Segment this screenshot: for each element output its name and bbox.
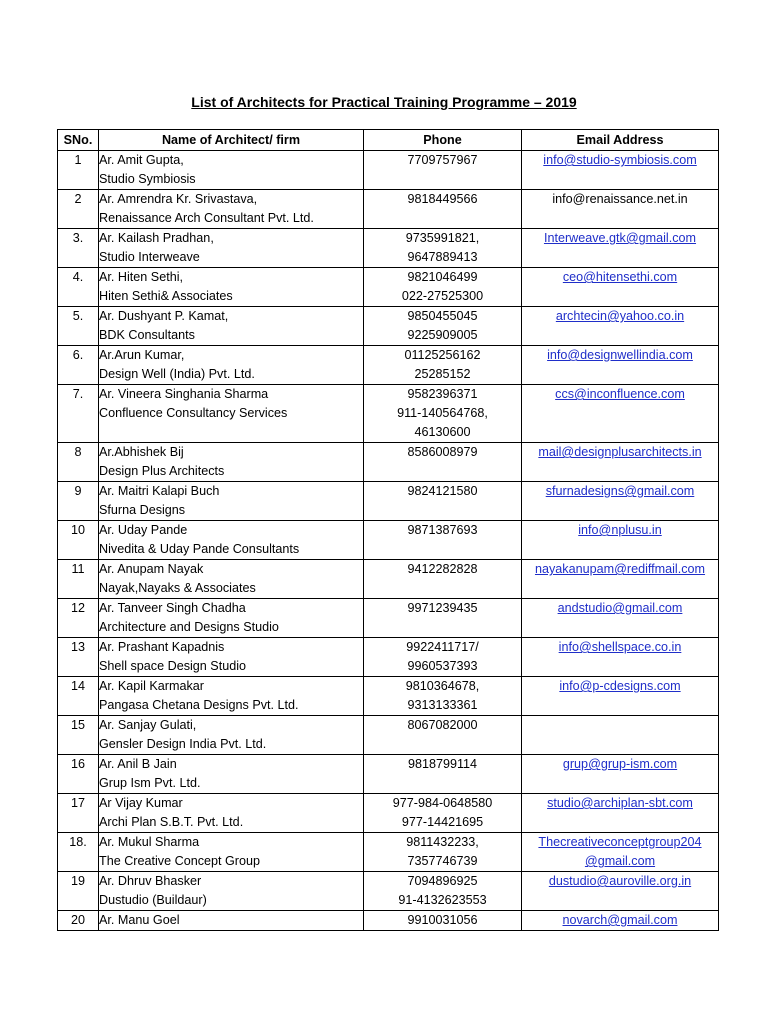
phone-number: 8067082000 (407, 718, 478, 732)
header-phone: Phone (364, 130, 522, 151)
architect-name: Ar. Vineera Singhania Sharma (99, 387, 269, 401)
email-text: info@renaissance.net.in (552, 192, 688, 206)
architect-cell (99, 151, 364, 190)
row-sno: 6. (58, 346, 99, 385)
email-link[interactable]: studio@archiplan-sbt.com (547, 796, 693, 810)
phone-number: 7094896925 (407, 874, 478, 888)
email-link[interactable]: @gmail.com (584, 854, 656, 868)
row-sno: 20 (58, 911, 99, 931)
phone-cell (364, 346, 522, 385)
table-row (58, 190, 719, 229)
header-sno: SNo. (58, 130, 99, 151)
architect-cell (99, 521, 364, 560)
row-sno: 2 (58, 190, 99, 229)
row-sno: 12 (58, 599, 99, 638)
firm-name: Dustudio (Buildaur) (99, 893, 207, 907)
phone-number: 9922411717/ (406, 640, 479, 654)
firm-name: Design Plus Architects (99, 464, 225, 478)
row-sno: 7. (58, 385, 99, 443)
architect-name: Ar. Maitri Kalapi Buch (99, 484, 220, 498)
email-link[interactable]: archtecin@yahoo.co.in (555, 309, 685, 323)
row-sno: 18. (58, 833, 99, 872)
phone-number: 7357746739 (407, 854, 478, 868)
architect-name: Ar. Kailash Pradhan, (99, 231, 214, 245)
email-cell (522, 872, 719, 911)
architect-cell (99, 385, 364, 443)
table-row (58, 151, 719, 190)
firm-name: Confluence Consultancy Services (99, 406, 288, 420)
email-cell (522, 268, 719, 307)
firm-name: Nayak,Nayaks & Associates (99, 581, 256, 595)
architect-cell (99, 755, 364, 794)
architect-cell (99, 443, 364, 482)
email-cell (522, 229, 719, 268)
phone-number: 022-27525300 (401, 289, 484, 303)
phone-number: 9313133361 (407, 698, 478, 712)
phone-cell (364, 833, 522, 872)
architect-cell (99, 190, 364, 229)
firm-name: Sfurna Designs (99, 503, 186, 517)
phone-cell (364, 482, 522, 521)
phone-number: 9871387693 (407, 523, 478, 537)
architect-name: Ar. Prashant Kapadnis (99, 640, 225, 654)
email-link[interactable]: ccs@inconfluence.com (555, 387, 685, 401)
email-cell (522, 307, 719, 346)
table-row (58, 443, 719, 482)
architect-name: Ar.Abhishek Bij (99, 445, 184, 459)
table-row (58, 307, 719, 346)
row-sno: 4. (58, 268, 99, 307)
architect-cell (99, 560, 364, 599)
architect-cell (99, 307, 364, 346)
phone-cell (364, 151, 522, 190)
architect-name: Ar. Manu Goel (99, 913, 180, 927)
firm-name: Nivedita & Uday Pande Consultants (99, 542, 300, 556)
phone-number: 9225909005 (407, 328, 478, 342)
table-row (58, 638, 719, 677)
phone-cell (364, 716, 522, 755)
table-row (58, 911, 719, 931)
phone-cell (364, 755, 522, 794)
email-cell (522, 560, 719, 599)
row-sno: 5. (58, 307, 99, 346)
email-link[interactable]: novarch@gmail.com (562, 913, 678, 927)
architect-cell (99, 833, 364, 872)
phone-number: 977-984-0648580 (392, 796, 493, 810)
architect-name: Ar. Amit Gupta, (99, 153, 184, 167)
phone-number: 9647889413 (407, 250, 478, 264)
email-cell (522, 151, 719, 190)
email-cell (522, 443, 719, 482)
table-row (58, 599, 719, 638)
row-sno: 16 (58, 755, 99, 794)
email-cell (522, 755, 719, 794)
firm-name: Pangasa Chetana Designs Pvt. Ltd. (99, 698, 299, 712)
architect-cell (99, 599, 364, 638)
architect-cell (99, 677, 364, 716)
architect-cell (99, 872, 364, 911)
email-cell (522, 346, 719, 385)
email-link[interactable]: grup@grup-ism.com (562, 757, 678, 771)
row-sno: 13 (58, 638, 99, 677)
email-link[interactable]: ceo@hitensethi.com (562, 270, 678, 284)
email-link[interactable]: Interweave.gtk@gmail.com (543, 231, 697, 245)
email-link[interactable]: info@shellspace.co.in (558, 640, 682, 654)
firm-name: Shell space Design Studio (99, 659, 247, 673)
table-row (58, 833, 719, 872)
table-header-row (58, 130, 719, 151)
architect-cell (99, 794, 364, 833)
row-sno: 10 (58, 521, 99, 560)
firm-name: Grup Ism Pvt. Ltd. (99, 776, 201, 790)
email-link[interactable]: info@p-cdesigns.com (559, 679, 681, 693)
firm-name: Design Well (India) Pvt. Ltd. (99, 367, 255, 381)
firm-name: Gensler Design India Pvt. Ltd. (99, 737, 267, 751)
header-email: Email Address (522, 130, 719, 151)
email-cell (522, 599, 719, 638)
phone-number: 9960537393 (407, 659, 478, 673)
phone-cell (364, 521, 522, 560)
architect-name: Ar. Uday Pande (99, 523, 188, 537)
page-title: List of Architects for Practical Training Programme – 2019 (191, 94, 577, 110)
architect-name: Ar. Dushyant P. Kamat, (99, 309, 229, 323)
phone-number: 8586008979 (407, 445, 478, 459)
email-cell (522, 638, 719, 677)
phone-number: 9412282828 (407, 562, 478, 576)
email-cell (522, 794, 719, 833)
email-link[interactable]: info@studio-symbiosis.com (543, 153, 697, 167)
table-row (58, 482, 719, 521)
table-row (58, 794, 719, 833)
phone-cell (364, 599, 522, 638)
row-sno: 9 (58, 482, 99, 521)
phone-cell (364, 190, 522, 229)
architect-name: Ar.Arun Kumar, (99, 348, 185, 362)
phone-cell (364, 307, 522, 346)
phone-number: 977-14421695 (401, 815, 484, 829)
email-cell (522, 911, 719, 931)
phone-number: 01125256162 (404, 348, 481, 362)
architect-name: Ar. Dhruv Bhasker (99, 874, 202, 888)
phone-cell (364, 872, 522, 911)
email-link[interactable]: sfurnadesigns@gmail.com (545, 484, 695, 498)
table-body (58, 151, 719, 931)
architect-cell (99, 482, 364, 521)
table-row (58, 716, 719, 755)
header-name: Name of Architect/ firm (99, 130, 364, 151)
phone-cell (364, 638, 522, 677)
email-link[interactable]: dustudio@auroville.org.in (548, 874, 692, 888)
architect-name: Ar. Mukul Sharma (99, 835, 200, 849)
table-row (58, 385, 719, 443)
email-cell (522, 385, 719, 443)
phone-number: 9821046499 (407, 270, 478, 284)
firm-name: Archi Plan S.B.T. Pvt. Ltd. (99, 815, 244, 829)
phone-cell (364, 268, 522, 307)
architect-name: Ar. Sanjay Gulati, (99, 718, 197, 732)
email-cell (522, 677, 719, 716)
architect-name: Ar. Kapil Karmakar (99, 679, 204, 693)
phone-cell (364, 911, 522, 931)
architects-table (57, 129, 719, 931)
email-link[interactable]: info@designwellindia.com (547, 348, 693, 362)
firm-name: Renaissance Arch Consultant Pvt. Ltd. (99, 211, 314, 225)
email-link[interactable]: andstudio@gmail.com (557, 601, 683, 615)
architect-cell (99, 346, 364, 385)
phone-number: 9971239435 (407, 601, 478, 615)
row-sno: 3. (58, 229, 99, 268)
row-sno: 17 (58, 794, 99, 833)
architect-name: Ar. Tanveer Singh Chadha (99, 601, 246, 615)
phone-number: 9735991821, (405, 231, 480, 245)
phone-number: 9818799114 (407, 757, 478, 771)
email-cell (522, 521, 719, 560)
firm-name: Hiten Sethi& Associates (99, 289, 233, 303)
architect-name: Ar Vijay Kumar (99, 796, 183, 810)
architect-cell (99, 638, 364, 677)
table-row (58, 872, 719, 911)
email-cell (522, 482, 719, 521)
phone-number: 9810364678, (405, 679, 480, 693)
firm-name: Studio Interweave (99, 250, 200, 264)
phone-cell (364, 229, 522, 268)
firm-name: Studio Symbiosis (99, 172, 196, 186)
email-link[interactable]: nayakanupam@rediffmail.com (534, 562, 706, 576)
phone-number: 9824121580 (407, 484, 478, 498)
table-row (58, 560, 719, 599)
phone-cell (364, 385, 522, 443)
firm-name: BDK Consultants (99, 328, 195, 342)
table-row (58, 755, 719, 794)
phone-cell (364, 794, 522, 833)
architect-name: Ar. Hiten Sethi, (99, 270, 183, 284)
email-cell (522, 716, 719, 755)
phone-number: 7709757967 (407, 153, 478, 167)
architect-cell (99, 229, 364, 268)
row-sno: 1 (58, 151, 99, 190)
architect-name: Ar. Anil B Jain (99, 757, 177, 771)
architect-cell (99, 268, 364, 307)
phone-number: 9850455045 (407, 309, 478, 323)
phone-number: 25285152 (414, 367, 471, 381)
row-sno: 15 (58, 716, 99, 755)
phone-number: 9818449566 (407, 192, 478, 206)
row-sno: 14 (58, 677, 99, 716)
phone-number: 46130600 (414, 425, 471, 439)
architect-name: Ar. Amrendra Kr. Srivastava, (99, 192, 258, 206)
phone-cell (364, 443, 522, 482)
phone-number: 911-140564768, (397, 406, 488, 420)
phone-number: 9811432233, (406, 835, 479, 849)
row-sno: 11 (58, 560, 99, 599)
row-sno: 19 (58, 872, 99, 911)
row-sno: 8 (58, 443, 99, 482)
email-link[interactable]: info@nplusu.in (578, 523, 662, 537)
email-link[interactable]: mail@designplusarchitects.in (538, 445, 702, 459)
table-row (58, 229, 719, 268)
firm-name: The Creative Concept Group (99, 854, 261, 868)
email-cell (522, 833, 719, 872)
email-link[interactable]: Thecreativeconceptgroup204 (538, 835, 702, 849)
table-row (58, 268, 719, 307)
phone-number: 9910031056 (407, 913, 478, 927)
phone-cell (364, 560, 522, 599)
architect-cell (99, 911, 364, 931)
table-row (58, 677, 719, 716)
architect-cell (99, 716, 364, 755)
phone-number: 91-4132623553 (398, 893, 487, 907)
phone-number: 9582396371 (407, 387, 478, 401)
table-row (58, 521, 719, 560)
phone-cell (364, 677, 522, 716)
firm-name: Architecture and Designs Studio (99, 620, 279, 634)
email-cell (522, 190, 719, 229)
architect-name: Ar. Anupam Nayak (99, 562, 204, 576)
table-row (58, 346, 719, 385)
